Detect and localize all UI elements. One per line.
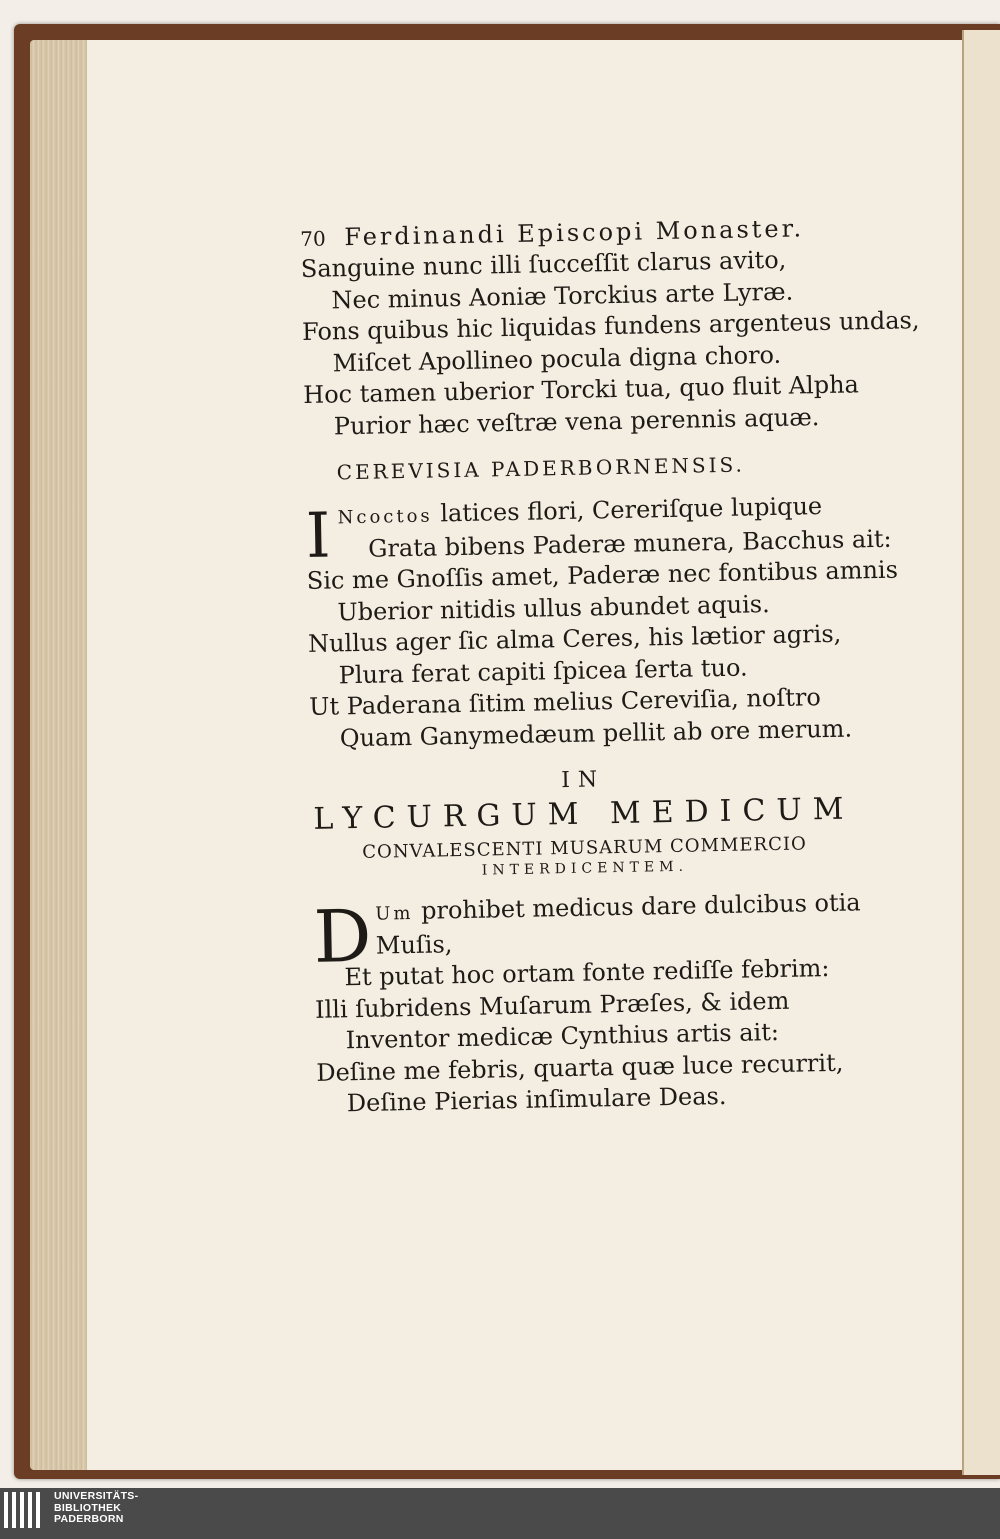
subheading-2: INTERDICENTEM. (481, 858, 689, 879)
library-footer (0, 1488, 1000, 1539)
poem-lycurgum (313, 887, 862, 1120)
verse-line: Inventor medicæ Cynthius artis ait: (345, 1017, 780, 1055)
verse-line: Deſine me febris, quarta quæ luce recurrit, (316, 1048, 844, 1087)
first-line-text: prohibet medicus dare dulcibus otia (420, 888, 861, 925)
verse-line: Fons quibus hic liquidas fundens argenteus undas, (301, 306, 920, 346)
first-word: Ncoctos (337, 505, 433, 529)
verse-line: Nec minus Aoniæ Torckius arte Lyræ. (331, 277, 794, 314)
first-line-text: latices flori, Cereriſque lupique (440, 492, 823, 528)
verse-line: Deſine Pierias inſimulare Deas. (346, 1081, 727, 1118)
verse-line: Et putat hoc ortam fonte rediſſe febrim: (344, 953, 830, 992)
verse-line: Illi ſubridens Muſarum Præſes, & idem (314, 986, 790, 1024)
page-text (300, 214, 920, 1121)
poem-cerevisia (305, 490, 899, 754)
verse-line: Hoc tamen uberior Torcki tua, quo fluit Alpha (303, 370, 860, 409)
verse-line: Miſcet Apollineo pocula digna choro. (332, 340, 782, 377)
page-edges (30, 40, 90, 1470)
library-name (54, 1491, 138, 1526)
verse-line: Quam Ganymedæum pellit ab ore merum. (339, 713, 853, 752)
header-title: Ferdinandi Episcopi Monaster. (344, 214, 805, 252)
poem-title-cerevisia: CEREVISIA PADERBORNENSIS. (336, 452, 746, 485)
drop-cap: I (305, 498, 332, 572)
heading-lycurgum: LYCURGUM MEDICUM (313, 791, 855, 837)
verse-line: Muſis, (375, 929, 453, 960)
drop-cap: D (312, 893, 373, 979)
first-word: Um (375, 902, 414, 925)
library-logo-icon (4, 1492, 44, 1535)
verse-line: Nullus ager ſic alma Ceres, his lætior agris, (307, 619, 842, 658)
library-name-line: PADERBORN (54, 1513, 124, 1525)
verse-line: Purior hæc veſtræ vena perennis aquæ. (333, 402, 820, 440)
verse-line: Ut Paderana ſitim melius Cereviſia, noſtro (309, 683, 822, 721)
verse-line: Sanguine nunc illi ſucceſſit clarus avito, (300, 245, 787, 283)
library-name-line: UNIVERSITÄTS- (54, 1490, 139, 1502)
library-name-line: BIBLIOTHEK (54, 1501, 122, 1514)
page-number: 70 (300, 226, 326, 251)
verse-line: Sic me Gnoſſis amet, Paderæ nec fontibus amnis (306, 555, 899, 595)
facing-page-edge (962, 30, 1000, 1475)
subheading-1: CONVALESCENTI MUSARUM COMMERCIO (362, 833, 807, 863)
verse-line: Uberior nitidis ullus abundet aquis. (337, 589, 770, 626)
verse-line: Plura ferat capiti ſpicea ſerta tuo. (338, 652, 748, 689)
verse-line: Grata bibens Paderæ munera, Bacchus ait: (367, 524, 892, 563)
poem-continuation (300, 244, 920, 443)
heading-in: IN (561, 767, 606, 794)
